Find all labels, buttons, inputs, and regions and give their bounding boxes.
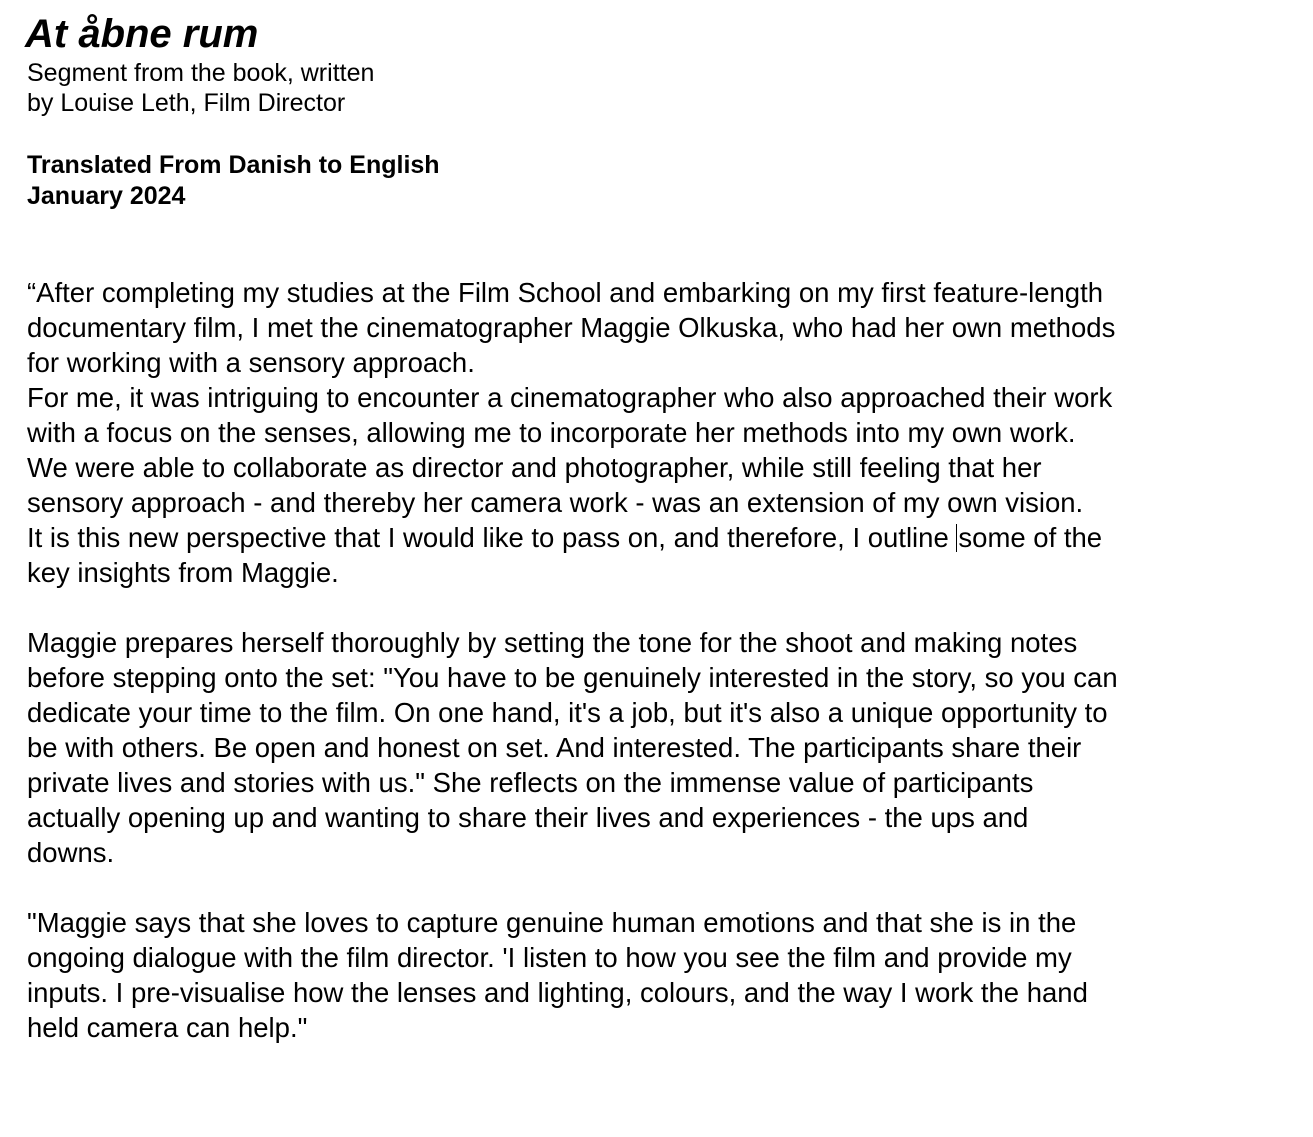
text-line: We were able to collaborate as director and photographer, while still feeling that her bbox=[27, 452, 1042, 483]
translation-date: January 2024 bbox=[27, 182, 186, 210]
translation-info bbox=[27, 150, 1277, 212]
text-line: before stepping onto the set: "You have to be genuinely interested in the story, so you can bbox=[27, 662, 1118, 693]
text-line: with a focus on the senses, allowing me to incorporate her methods into my own work. bbox=[27, 417, 1076, 448]
subtitle-line: by Louise Leth, Film Director bbox=[27, 89, 346, 117]
text-line: Maggie prepares herself thoroughly by setting the tone for the shoot and making notes bbox=[27, 627, 1078, 658]
text-segment: It is this new perspective that I would like to pass on, and therefore, I outline bbox=[27, 522, 957, 553]
text-line: For me, it was intriguing to encounter a cinematographer who also approached their work bbox=[27, 382, 1113, 413]
text-line: be with others. Be open and honest on set. And interested. The participants share their bbox=[27, 732, 1082, 763]
document-subtitle bbox=[27, 58, 1277, 118]
text-line: for working with a sensory approach. bbox=[27, 347, 475, 378]
text-line: “After completing my studies at the Film School and embarking on my first feature-length bbox=[27, 277, 1104, 308]
text-line: "Maggie says that she loves to capture genuine human emotions and that she is in the bbox=[27, 907, 1077, 938]
text-line: sensory approach - and thereby her camera work - was an extension of my own vision. bbox=[27, 487, 1084, 518]
text-line: ongoing dialogue with the film director. 'I listen to how you see the film and provide my bbox=[27, 942, 1072, 973]
text-line: dedicate your time to the film. On one hand, it's a job, but it's also a unique opportunity to bbox=[27, 697, 1108, 728]
paragraph bbox=[27, 520, 1267, 590]
document-title: At åbne rum bbox=[25, 12, 259, 56]
paragraph bbox=[27, 625, 1267, 870]
paragraph bbox=[27, 450, 1267, 520]
text-line: private lives and stories with us." She reflects on the immense value of participants bbox=[27, 767, 1034, 798]
text-line: key insights from Maggie. bbox=[27, 557, 339, 588]
body-text[interactable] bbox=[27, 275, 1267, 1045]
subtitle-line: Segment from the book, written bbox=[27, 59, 375, 87]
text-line: downs. bbox=[27, 837, 115, 868]
text-line: actually opening up and wanting to share their lives and experiences - the ups and bbox=[27, 802, 1029, 833]
paragraph bbox=[27, 380, 1267, 450]
paragraph bbox=[27, 905, 1267, 1045]
text-segment: some of the bbox=[958, 522, 1103, 553]
document[interactable] bbox=[27, 10, 1277, 1045]
text-line: held camera can help." bbox=[27, 1012, 308, 1043]
paragraph bbox=[27, 275, 1267, 380]
translation-note: Translated From Danish to English bbox=[27, 151, 440, 179]
text-line: inputs. I pre-visualise how the lenses and lighting, colours, and the way I work the hand bbox=[27, 977, 1088, 1008]
text-line bbox=[27, 520, 1267, 555]
text-line: documentary film, I met the cinematographer Maggie Olkuska, who had her own methods bbox=[27, 312, 1116, 343]
